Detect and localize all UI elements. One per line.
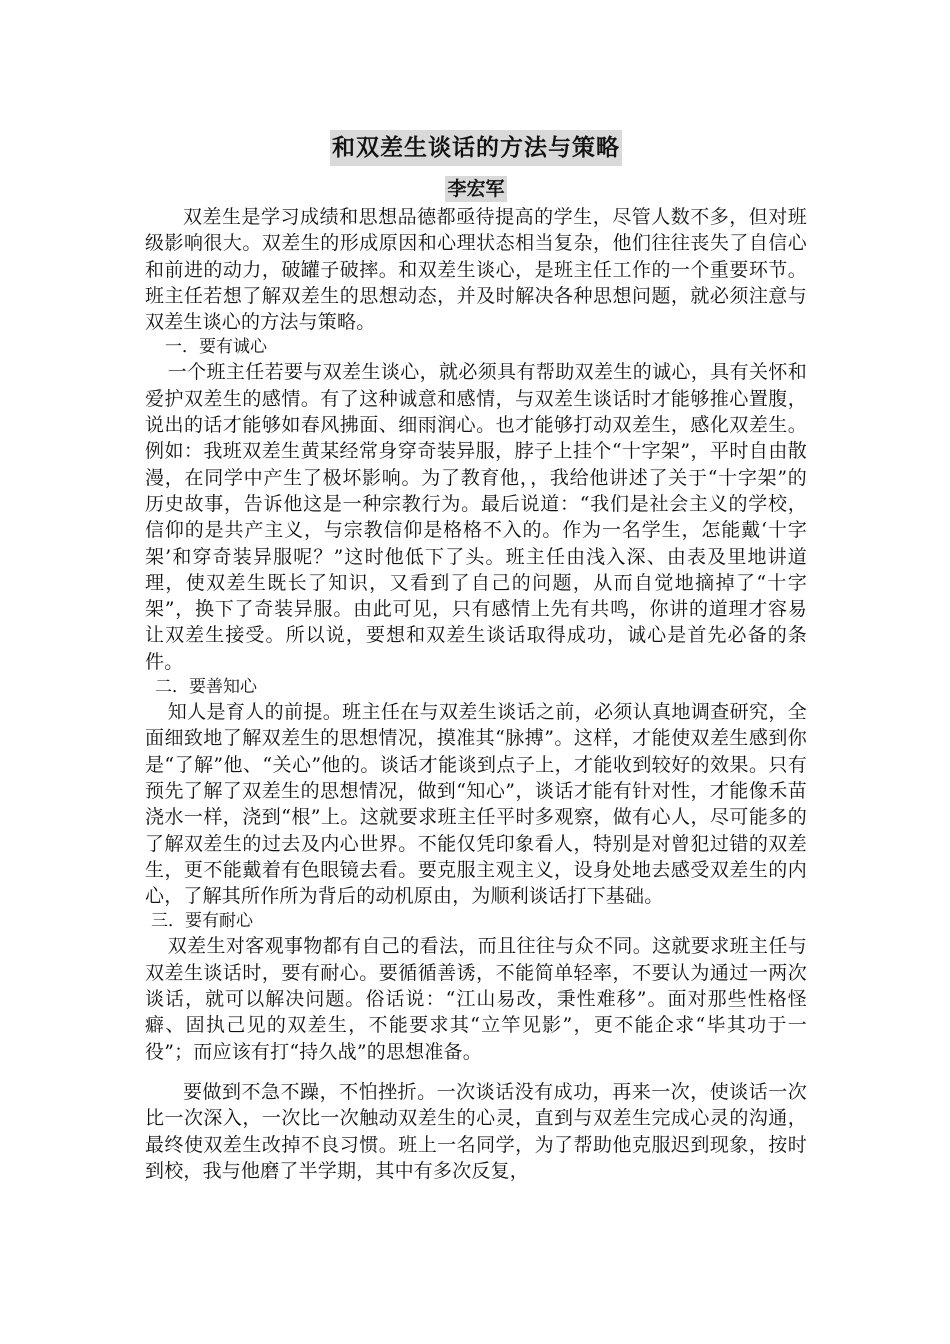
section-body-1: 一个班主任若要与双差生谈心，就必须具有帮助双差生的诚心，具有关怀和爱护双差生的感情。有了这种诚意和感情，与双差生谈话时才能够推心置腹，说出的话才能够如春风拂面、细雨润心。也才能够打动双差生，感化双差生。例如：我班双差生黄某经常身穿奇装异服，脖子上挂个“十字架”，平时自由散漫，在同学中产生了极坏影响。为了教育他，，我给他讲述了关于“十字架”的历史故事，告诉他这是一种宗教行为。最后说道：“我们是社会主义的学校，信仰的是共产主义，与宗教信仰是格格不入的。作为一名学生，怎能戴‘十字架’和穿奇装异服呢？”这时他低下了头。班主任由浅入深、由表及里地讲道理，使双差生既长了知识，又看到了自己的问题，从而自觉地摘掉了“十字架”，换下了奇装异服。由此可见，只有感情上先有共鸣，你讲的道理才容易让双差生接受。所以说，要想和双差生谈话取得成功，诚心是首先必备的条件。 <box>145 361 807 673</box>
document-page <box>145 130 807 1184</box>
closing-paragraph: 要做到不急不躁，不怕挫折。一次谈话没有成功，再来一次，使谈话一次比一次深入，一次比一次触动双差生的心灵，直到与双差生完成心灵的沟通，最终使双差生改掉不良习惯。班上一名同学，为了帮助他克服迟到现象，按时到校，我与他磨了半学期，其中有多次反复， <box>145 1080 807 1182</box>
author-row <box>145 176 807 204</box>
section-heading-3: 三．要有耐心 <box>151 911 253 932</box>
section-heading-1: 一．要有诚心 <box>165 337 267 358</box>
paragraph-gap <box>145 1065 807 1079</box>
document-author: 李宏军 <box>447 178 505 200</box>
document-title: 和双差生谈话的方法与策略 <box>330 130 622 166</box>
title-row <box>145 130 807 170</box>
section-heading-2: 二．要善知心 <box>155 677 257 698</box>
section-body-2: 知人是育人的前提。班主任在与双差生谈话之前，必须认真地调查研究，全面细致地了解双差生的思想情况，摸准其“脉搏”。这样，才能使双差生感到你是“了解”他、“关心”他的。谈话才能谈到点子上，才能收到较好的效果。只有预先了解了双差生的思想情况，做到“知心”，谈话才能有针对性，才能像禾苗浇水一样，浇到“根”上。这就要求班主任平时多观察，做有心人，尽可能多的了解双差生的过去及内心世界。不能仅凭印象看人，特别是对曾犯过错的双差生，更不能戴着有色眼镜去看。要克服主观主义，设身处地去感受双差生的内心，了解其所作所为背后的动机原由，为顺利谈话打下基础。 <box>145 701 807 908</box>
section-body-3: 双差生对客观事物都有自己的看法，而且往往与众不同。这就要求班主任与双差生谈话时，要有耐心。要循循善诱，不能简单轻率，不要认为通过一两次谈话，就可以解决问题。俗话说：“江山易改，秉性难移”。面对那些性格怪癖、固执己见的双差生，不能要求其“立竿见影”，更不能企求“毕其功于一役”；而应该有打“持久战”的思想准备。 <box>145 935 807 1063</box>
intro-paragraph: 双差生是学习成绩和思想品德都亟待提高的学生，尽管人数不多，但对班级影响很大。双差生的形成原因和心理状态相当复杂，他们往往丧失了自信心和前进的动力，破罐子破摔。和双差生谈心，是班主任工作的一个重要环节。班主任若想了解双差生的思想动态，并及时解决各种思想问题，就必须注意与双差生谈心的方法与策略。 <box>145 206 807 334</box>
